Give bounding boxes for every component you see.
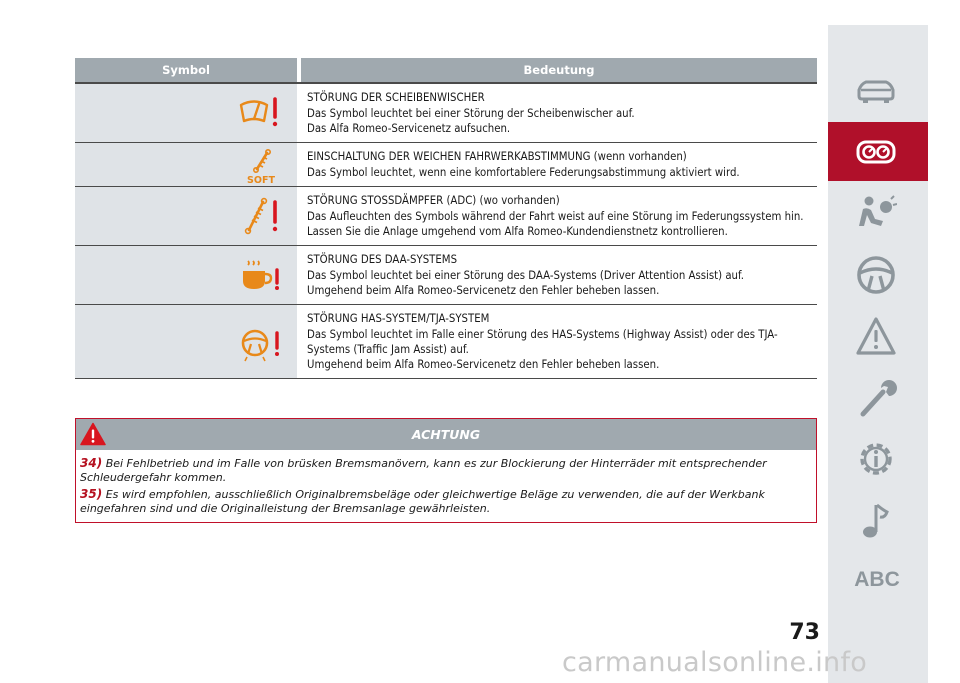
warning-item <box>80 488 811 515</box>
wrench-icon[interactable] <box>855 378 897 420</box>
warning-item-number: 34) <box>80 456 103 470</box>
row-line: Das Aufleuchten des Symbols während der Fahrt weist auf eine Störung im Federungssystem hin. <box>307 210 804 223</box>
warning-body <box>76 450 816 522</box>
warning-item-text: Bei Fehlbetrieb und im Falle von brüsken Bremsmanövern, kann es zur Blockierung der Hinterräder mit entsprechender Schleudergefahr kommen. <box>80 457 767 484</box>
meaning-cell <box>301 187 817 245</box>
table-row <box>75 142 817 186</box>
row-line: Das Symbol leuchtet bei einer Störung der Scheibenwischer auf. <box>307 107 635 120</box>
row-line: Das Symbol leuchtet im Falle einer Störung des HAS-Systems (Highway Assist) oder des TJA-Systems (Traffic Jam Assist) auf. <box>307 328 778 356</box>
row-line: Lassen Sie die Anlage umgehend vom Alfa Romeo-Kundendienstnetz kontrollieren. <box>307 225 728 238</box>
symbol-cell <box>75 143 297 186</box>
row-title: STÖRUNG HAS-SYSTEM/TJA-SYSTEM <box>307 312 490 325</box>
table-row <box>75 304 817 379</box>
row-title: STÖRUNG STOSSDÄMPFER (ADC) (wo vorhanden) <box>307 194 560 207</box>
symbol-cell <box>75 84 297 142</box>
row-line: Das Alfa Romeo-Servicenetz aufsuchen. <box>307 122 511 135</box>
table-row <box>75 245 817 304</box>
symbol-cell <box>75 187 297 245</box>
row-line: Umgehend beim Alfa Romeo-Servicenetz den Fehler beheben lassen. <box>307 284 660 297</box>
warning-box <box>75 418 817 523</box>
row-title: STÖRUNG DER SCHEIBENWISCHER <box>307 91 485 104</box>
steering-wheel-fault-icon <box>237 323 285 363</box>
row-line: Umgehend beim Alfa Romeo-Servicenetz den Fehler beheben lassen. <box>307 358 660 371</box>
soft-suspension-icon <box>237 145 285 185</box>
watermark: carmanualsonline.info <box>562 647 868 678</box>
damper-fault-icon <box>237 196 285 236</box>
warning-item-text: Es wird empfohlen, ausschließlich Originalbremsbeläge oder gleichwertige Beläge zu verwenden, die auf der Werkbank eingefahren sind und die Originalleistung der Bremsanlage gewährleisten. <box>80 488 765 515</box>
page-number: 73 <box>789 620 820 645</box>
wiper-fault-icon <box>237 93 285 133</box>
gear-info-icon[interactable] <box>855 438 897 480</box>
header-meaning: Bedeutung <box>301 58 817 82</box>
meaning-cell <box>301 84 817 142</box>
warning-lights-table <box>75 58 817 379</box>
warning-triangle-icon[interactable] <box>855 316 897 358</box>
table-header <box>75 58 817 82</box>
airbag-person-icon[interactable] <box>855 193 897 235</box>
dashboard-icon[interactable] <box>855 131 897 173</box>
meaning-cell <box>301 143 817 186</box>
table-row <box>75 186 817 245</box>
car-icon[interactable] <box>855 70 897 112</box>
warning-title: ACHTUNG <box>411 427 481 442</box>
symbol-cell <box>75 305 297 378</box>
soft-label: SOFT <box>247 174 275 185</box>
warning-item-number: 35) <box>80 487 103 501</box>
row-title: EINSCHALTUNG DER WEICHEN FAHRWERKABSTIMMUNG (wenn vorhanden) <box>307 150 687 163</box>
row-title: STÖRUNG DES DAA-SYSTEMS <box>307 253 458 266</box>
coffee-cup-fault-icon <box>237 255 285 295</box>
header-symbol: Symbol <box>75 58 297 82</box>
row-line: Das Symbol leuchtet, wenn eine komfortablere Federungsabstimmung aktiviert wird. <box>307 166 740 179</box>
warning-item <box>80 457 811 484</box>
music-note-icon[interactable] <box>855 500 897 542</box>
meaning-cell <box>301 305 817 378</box>
meaning-cell <box>301 246 817 304</box>
warning-header <box>76 419 816 450</box>
row-line: Das Symbol leuchtet bei einer Störung des DAA-Systems (Driver Attention Assist) auf. <box>307 269 744 282</box>
sidebar-abc-index[interactable]: ABC <box>854 568 900 591</box>
table-row <box>75 82 817 142</box>
steering-wheel-icon[interactable] <box>855 254 897 296</box>
symbol-cell <box>75 246 297 304</box>
